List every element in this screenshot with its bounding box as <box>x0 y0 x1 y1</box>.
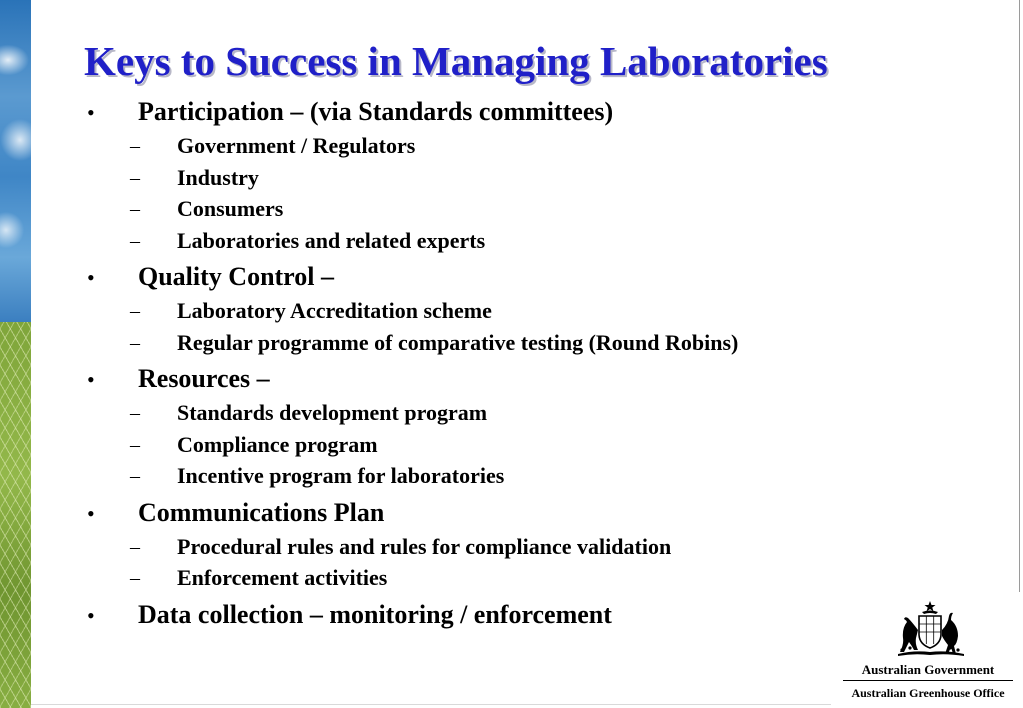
bullet-text: Data collection – monitoring / enforcement <box>138 599 612 629</box>
bullet-marker: • <box>87 602 95 628</box>
bullet-text: Quality Control – <box>138 262 334 291</box>
sub-marker: – <box>130 433 140 456</box>
sub-item <box>0 462 990 494</box>
sub-item <box>0 164 990 196</box>
bullet-item <box>0 362 990 399</box>
bullet-marker: • <box>87 367 95 392</box>
sub-marker: – <box>130 135 140 157</box>
sub-marker: – <box>130 567 140 589</box>
sub-item <box>0 195 990 227</box>
coat-of-arms-icon <box>888 600 972 660</box>
sub-text: Regular programme of comparative testing (Round Robins) <box>177 329 739 355</box>
sub-marker: – <box>130 166 140 189</box>
sub-marker: – <box>130 331 140 354</box>
sub-text: Laboratory Accreditation scheme <box>177 298 492 323</box>
bullet-item <box>0 95 990 132</box>
sub-marker: – <box>130 198 140 220</box>
sub-marker: – <box>130 229 140 252</box>
sub-item <box>0 564 990 596</box>
sub-text: Incentive program for laboratories <box>177 463 505 488</box>
sub-text: Laboratories and related experts <box>177 227 486 253</box>
right-border-line <box>1019 0 1020 592</box>
sub-text: Enforcement activities <box>177 565 388 590</box>
bullet-list <box>0 95 990 635</box>
sub-marker: – <box>130 535 140 558</box>
sub-marker: – <box>130 300 140 322</box>
sub-item <box>0 297 990 329</box>
bullet-marker: • <box>87 500 95 526</box>
sub-marker: – <box>130 465 140 487</box>
sub-text: Industry <box>177 164 259 190</box>
sub-item <box>0 227 990 259</box>
sub-item <box>0 399 990 431</box>
sub-text: Government / Regulators <box>177 133 416 158</box>
sub-item <box>0 533 990 565</box>
sub-item <box>0 329 990 361</box>
slide-title: Keys to Success in Managing Laboratories <box>84 38 828 84</box>
office-name: Australian Greenhouse Office <box>851 686 1005 700</box>
sub-text: Compliance program <box>177 431 378 457</box>
government-name: Australian Government <box>861 662 995 677</box>
sub-text: Procedural rules and rules for compliance validation <box>177 533 672 559</box>
logo-divider <box>843 680 1013 681</box>
bullet-text: Communications Plan <box>138 497 385 527</box>
bullet-marker: • <box>87 100 95 125</box>
sub-item <box>0 132 990 164</box>
bullet-marker: • <box>87 265 95 290</box>
bottom-border-line <box>31 704 831 705</box>
bullet-item <box>0 496 990 533</box>
bullet-text: Resources – <box>138 364 270 393</box>
bullet-item <box>0 260 990 297</box>
bullet-text: Participation – (via Standards committees) <box>138 97 614 126</box>
sub-text: Standards development program <box>177 400 488 425</box>
sub-item <box>0 431 990 463</box>
government-logo <box>833 596 1023 708</box>
sub-marker: – <box>130 402 140 424</box>
sub-text: Consumers <box>177 196 284 221</box>
